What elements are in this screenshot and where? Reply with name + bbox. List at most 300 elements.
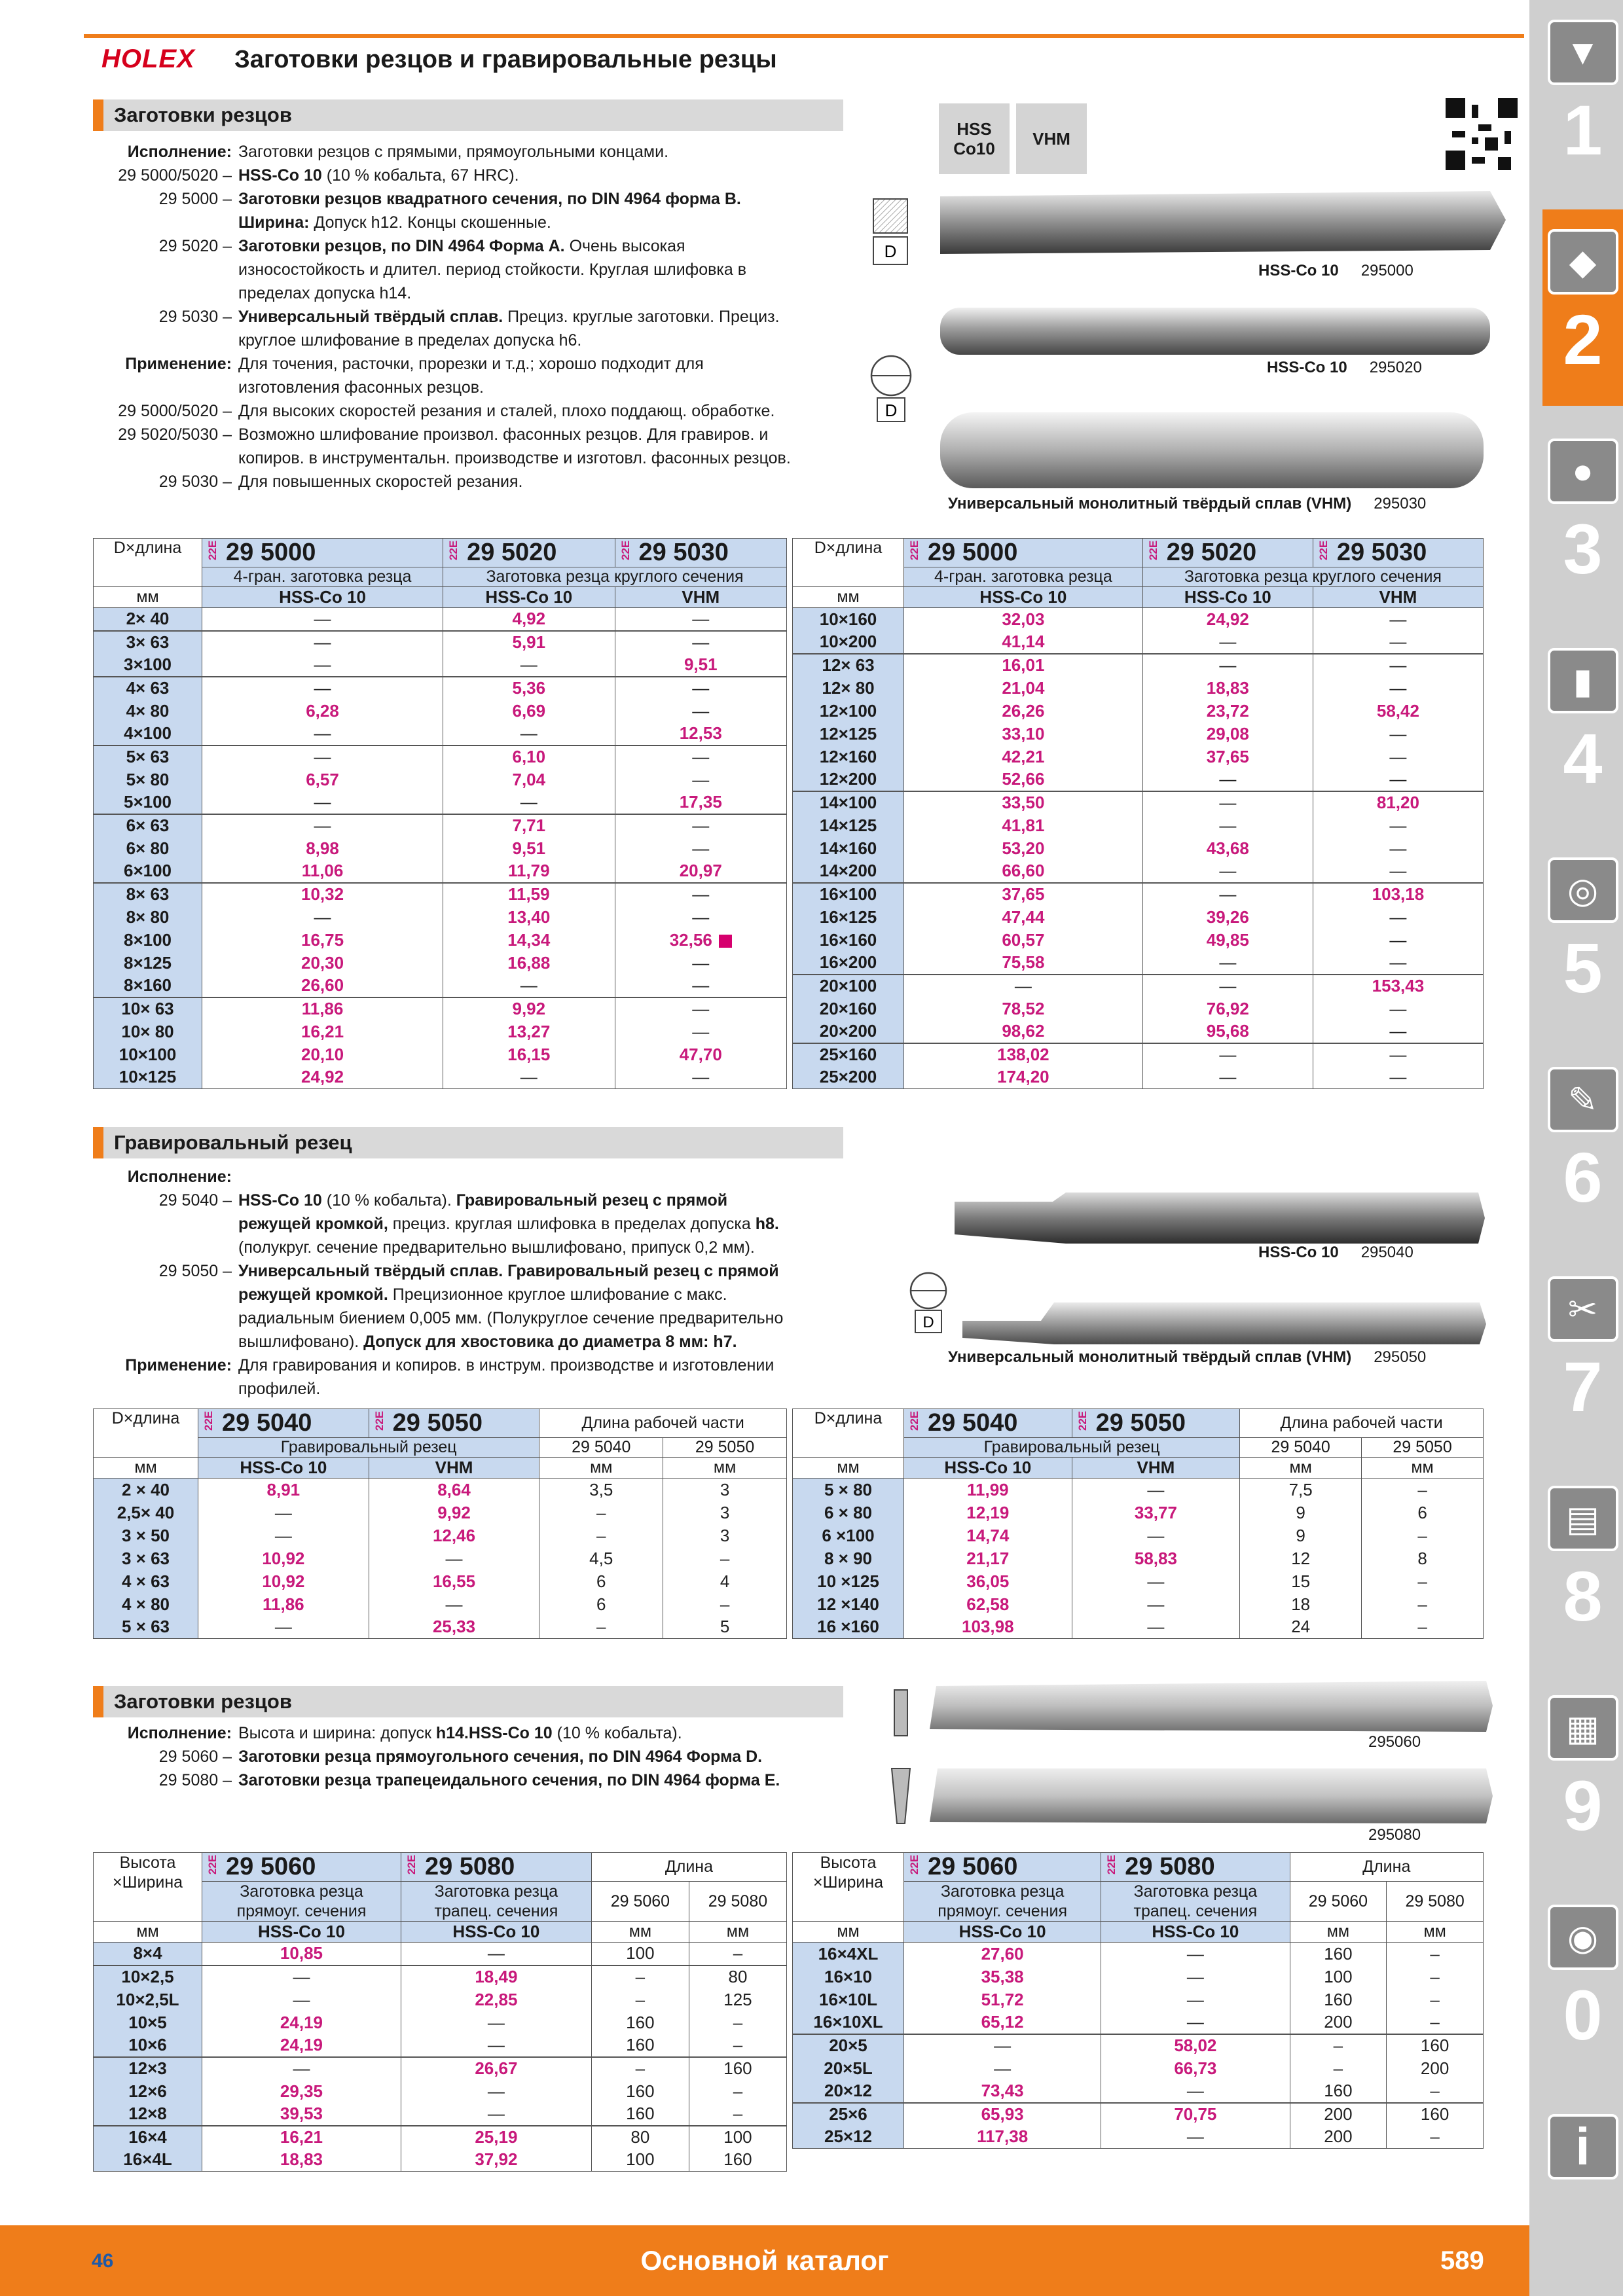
table-cell: 174,20 xyxy=(904,1066,1143,1089)
desc-line: 29 5000/5020 – HSS-Co 10 (10 % кобальта, 67 HRC). xyxy=(118,166,519,185)
table-cell: 5 × 63 xyxy=(94,1616,198,1639)
table-cell: — xyxy=(615,952,786,975)
table-cell: – xyxy=(539,1501,663,1524)
table-cell: — xyxy=(1142,1043,1313,1066)
table-row xyxy=(94,929,787,952)
table-cell: – xyxy=(1387,2126,1484,2149)
table-cell: 66,60 xyxy=(904,860,1143,883)
table-cell: — xyxy=(198,1501,369,1524)
table-cell: 12×200 xyxy=(793,768,904,791)
page-number-right: 589 xyxy=(1440,2246,1484,2275)
table-cell: 103,98 xyxy=(904,1616,1072,1639)
table-cell: 60,57 xyxy=(904,929,1143,952)
table-row xyxy=(793,745,1484,768)
table-cell: 6,10 xyxy=(443,745,615,768)
table-cell: 5 × 80 xyxy=(793,1479,904,1501)
desc-line: Применение: Для точения, расточки, прорезки и т.д.; хорошо подходит для xyxy=(125,355,704,373)
table-cell: — xyxy=(615,837,786,860)
chapter-number: 8 xyxy=(1563,1556,1603,1636)
table-cell: 78,52 xyxy=(904,997,1143,1020)
table-row xyxy=(94,1066,787,1089)
desc-line: 29 5060 – Заготовки резца прямоугольного сечения, по DIN 4964 Форма D. xyxy=(158,1748,763,1766)
table-cell: — xyxy=(202,654,443,677)
table-cell: 43,68 xyxy=(1142,837,1313,860)
catalog-name: Основной каталог xyxy=(640,2245,889,2276)
table-cell: – xyxy=(539,1524,663,1547)
table-cell: — xyxy=(1142,791,1313,814)
table-cell: 16,21 xyxy=(202,1020,443,1043)
table-cell: — xyxy=(1313,631,1483,654)
table-row xyxy=(94,677,787,700)
table-blanks-left: D×длина 22E 29 5000 22E 29 5020 22E 29 5030 4-гран. заготовка резца Заготовка резца круглого сечения мм HSS-Co 10 HSS-Co 10 VHM 2× 40 — 4,92 — 3× 63 — 5,91 — 3×100 — — 9,51 4× 63 — 5,36 — 4× 80 6,28 6,69 — 4×100 — — 12,53 5× 63 — 6,10 — 5× 80 6,57 7,04 — 5×100 — — 17,35 6× 63 — 7,71 — 6× 80 8,98 9,51 — 6×100 11,06 11,79 20,97 8× 63 10,32 11,59 — 8× 80 — 13,40 — 8×100 16,75 14,34 32,56 8×125 20,30 16,88 — 8×160 26,60 — — 10× 63 11,86 9,92 — 10× 80 16,21 13,27 — 10×100 20,10 16,15 47,70 10×125 24,92 — — xyxy=(93,538,787,1089)
table-row xyxy=(793,883,1484,906)
chapter-tab-3[interactable] xyxy=(1542,419,1623,615)
table-cell: — xyxy=(904,975,1143,997)
chapter-icon: ● xyxy=(1548,439,1618,504)
chapter-tab-8[interactable] xyxy=(1542,1466,1623,1662)
table-cell: 10×6 xyxy=(94,2034,202,2057)
brand-logo: HOLEX xyxy=(101,45,195,73)
desc-line: Ширина: Допуск h12. Концы скошенные. xyxy=(238,213,551,232)
table-row xyxy=(793,2011,1484,2034)
table-cell: 2 × 40 xyxy=(94,1479,198,1501)
table-cell: 4×100 xyxy=(94,723,202,745)
table-row xyxy=(793,952,1484,975)
table-rect-blanks-right: Высота ×Ширина 22E 29 5060 22E 29 5080 Длина Заготовка резца прямоуг. сечения Заготовка резца трапец. сечения 29 5060 29 5080 мм HSS-Co 10 HSS-Co 10 мм мм 16×4XL 27,60 — 160 – 16×10 35,38 — 100 – 16×10L 51,72 — 160 – 16×10XL 65,12 — 200 – 20×5 — 58,02 – 160 20×5L — 66,73 – 200 20×12 73,43 — 160 – 25×6 65,93 70,75 200 160 25×12 117,38 — 200 – xyxy=(792,1852,1484,2149)
table-cell: 14×160 xyxy=(793,837,904,860)
table-cell: — xyxy=(1313,952,1483,975)
table-cell: 25,33 xyxy=(369,1616,539,1639)
square-section-icon xyxy=(871,196,910,267)
table-cell: 160 xyxy=(689,2149,786,2172)
chapter-tab-7[interactable] xyxy=(1542,1257,1623,1453)
desc-line: 29 5080 – Заготовки резца трапецеидального сечения, по DIN 4964 форма E. xyxy=(158,1771,780,1789)
table-cell: 37,65 xyxy=(1142,745,1313,768)
table-cell: 3 xyxy=(663,1524,787,1547)
table-cell: – xyxy=(1387,1988,1484,2011)
table-cell: 15 xyxy=(1240,1570,1362,1593)
table-cell: 2,5× 40 xyxy=(94,1501,198,1524)
table-cell: 6 xyxy=(539,1593,663,1616)
table-cell: — xyxy=(1142,975,1313,997)
table-cell: 24,19 xyxy=(202,2011,401,2034)
table-cell: 10×200 xyxy=(793,631,904,654)
table-row xyxy=(94,700,787,723)
table-cell: 20,97 xyxy=(615,860,786,883)
table-cell: – xyxy=(663,1547,787,1570)
table-cell: 32,56 xyxy=(615,929,786,952)
table-cell: 16×10 xyxy=(793,1965,904,1988)
table-cell: – xyxy=(1387,1965,1484,1988)
table-cell: 10×5 xyxy=(94,2011,202,2034)
desc-line: (полукруг. сечение предварительно вышлифовано, припуск 0,2 мм). xyxy=(238,1238,755,1257)
table-row xyxy=(793,1570,1484,1593)
table-row xyxy=(94,1501,787,1524)
table-cell: 16×4XL xyxy=(793,1943,904,1965)
table-cell: 41,81 xyxy=(904,814,1143,837)
table-row xyxy=(94,952,787,975)
vhm-blank-image xyxy=(940,407,1484,493)
table-cell: 12×125 xyxy=(793,723,904,745)
table-cell: 6 xyxy=(539,1570,663,1593)
table-cell: 160 xyxy=(689,2057,786,2080)
qr-code-icon[interactable] xyxy=(1446,98,1518,170)
table-cell: 9,92 xyxy=(443,997,615,1020)
table-row xyxy=(94,1593,787,1616)
table-cell: 36,05 xyxy=(904,1570,1072,1593)
table-cell: 65,93 xyxy=(904,2103,1101,2126)
table-cell: — xyxy=(615,608,786,631)
table-cell: — xyxy=(615,906,786,929)
table-cell: 18,83 xyxy=(202,2149,401,2172)
table-cell: — xyxy=(202,745,443,768)
table-cell: 12,46 xyxy=(369,1524,539,1547)
table-cell: — xyxy=(202,791,443,814)
table-cell: 160 xyxy=(591,2103,689,2126)
table-cell: – xyxy=(1290,2034,1387,2057)
table-row xyxy=(94,631,787,654)
table-cell: 42,21 xyxy=(904,745,1143,768)
table-cell: 35,38 xyxy=(904,1965,1101,1988)
table-cell: 16×4 xyxy=(94,2126,202,2149)
chapter-number: 4 xyxy=(1563,719,1603,798)
table-row xyxy=(94,608,787,631)
table-row xyxy=(94,2011,787,2034)
table-cell: 10,92 xyxy=(198,1570,369,1593)
table-cell: — xyxy=(401,1943,591,1965)
table-cell: — xyxy=(202,631,443,654)
table-cell: — xyxy=(1142,952,1313,975)
table-cell: 14×200 xyxy=(793,860,904,883)
table-cell: 3,5 xyxy=(539,1479,663,1501)
table-cell: — xyxy=(615,1066,786,1089)
table-cell: 37,65 xyxy=(904,883,1143,906)
table-cell: — xyxy=(202,2057,401,2080)
table-cell: — xyxy=(202,1988,401,2011)
desc-line: Исполнение: xyxy=(127,1168,232,1186)
table-cell: 200 xyxy=(1290,2103,1387,2126)
table-row xyxy=(793,906,1484,929)
table-row xyxy=(793,1547,1484,1570)
table-rect-blanks-left: Высота ×Ширина 22E 29 5060 22E 29 5080 Длина Заготовка резца прямоуг. сечения Заготовка резца трапец. сечения 29 5060 29 5080 мм HSS-Co 10 HSS-Co 10 мм мм 8×4 10,85 — 100 – 10×2,5 — 18,49 – 80 10×2,5L — 22,85 – 125 10×5 24,19 — 160 – 10×6 24,19 — 160 – 12×3 — 26,67 – 160 12×6 29,35 — 160 – 12×8 39,53 — 160 – 16×4 16,21 25,19 80 100 16×4L 18,83 37,92 100 160 xyxy=(93,1852,787,2172)
table-cell: 160 xyxy=(591,2080,689,2103)
table-cell: 16×125 xyxy=(793,906,904,929)
caption-295080: 295080 xyxy=(1368,1826,1421,1844)
table-cell: 32,03 xyxy=(904,608,1143,631)
desc-line: 29 5030 – Универсальный твёрдый сплав. Прециз. круглые заготовки. Прециз. xyxy=(158,308,780,326)
table-cell: — xyxy=(1142,860,1313,883)
chapter-icon: ◎ xyxy=(1548,857,1618,923)
table-cell: 8,98 xyxy=(202,837,443,860)
chapter-icon: ✎ xyxy=(1548,1067,1618,1132)
table-cell: 16×200 xyxy=(793,952,904,975)
table-cell: 3 xyxy=(663,1501,787,1524)
chapter-tab-i[interactable] xyxy=(1542,2094,1623,2291)
caption-295060: 295060 xyxy=(1368,1733,1421,1751)
table-cell: — xyxy=(1313,723,1483,745)
subheader-square: 4-гран. заготовка резца xyxy=(202,567,443,587)
table-cell: — xyxy=(198,1616,369,1639)
table-cell: 16,55 xyxy=(369,1570,539,1593)
table-cell: 25×6 xyxy=(793,2103,904,2126)
table-cell: 9 xyxy=(1240,1501,1362,1524)
new-item-marker xyxy=(719,935,732,948)
table-cell: — xyxy=(1313,1066,1483,1089)
table-row xyxy=(94,791,787,814)
table-cell: 4 × 63 xyxy=(94,1570,198,1593)
chapter-tab-2[interactable] xyxy=(1542,209,1623,406)
table-cell: — xyxy=(1313,745,1483,768)
table-cell: — xyxy=(369,1593,539,1616)
table-cell: 53,20 xyxy=(904,837,1143,860)
trapezoid-blank-image xyxy=(930,1766,1493,1826)
table-cell: 12,19 xyxy=(904,1501,1072,1524)
table-cell: – xyxy=(1290,2057,1387,2080)
table-row xyxy=(94,768,787,791)
table-row xyxy=(793,929,1484,952)
table-cell: 20×100 xyxy=(793,975,904,997)
table-cell: — xyxy=(1101,2126,1290,2149)
chapter-icon: ◉ xyxy=(1548,1905,1618,1970)
table-cell: 138,02 xyxy=(904,1043,1143,1066)
chapter-number: 6 xyxy=(1563,1138,1603,1217)
table-cell: — xyxy=(1313,906,1483,929)
table-cell: 29,08 xyxy=(1142,723,1313,745)
table-cell: 52,66 xyxy=(904,768,1143,791)
table-row xyxy=(793,768,1484,791)
code-295030: 29 5030 xyxy=(638,539,729,566)
table-cell: 8 × 90 xyxy=(793,1547,904,1570)
badge-hss: HSS Co10 xyxy=(939,103,1010,174)
table-cell: 33,77 xyxy=(1072,1501,1240,1524)
table-row xyxy=(793,1988,1484,2011)
table-cell: 10× 63 xyxy=(94,997,202,1020)
chapter-tab-4[interactable] xyxy=(1542,628,1623,825)
table-cell: — xyxy=(1142,768,1313,791)
table-row xyxy=(94,2080,787,2103)
table-cell: 7,71 xyxy=(443,814,615,837)
table-row xyxy=(94,1570,787,1593)
table-cell: 160 xyxy=(1290,1943,1387,1965)
table-cell: 160 xyxy=(1387,2103,1484,2126)
table-cell: 51,72 xyxy=(904,1988,1101,2011)
table-cell: 16×100 xyxy=(793,883,904,906)
table-cell: 9,92 xyxy=(369,1501,539,1524)
desc-line: радиальным биением 0,005 мм. (Полукруглое сечение предварительно xyxy=(238,1309,784,1327)
section-description xyxy=(93,1165,852,1401)
desc-line: изготовления фасонных резцов. xyxy=(238,378,484,397)
table-cell: 3 xyxy=(663,1479,787,1501)
caption-295030: Универсальный монолитный твёрдый сплав (VHM) 295030 xyxy=(948,495,1427,512)
table-cell: 98,62 xyxy=(904,1020,1143,1043)
table-cell: 49,85 xyxy=(1142,929,1313,952)
page-title: Заготовки резцов и гравировальные резцы xyxy=(234,46,777,73)
table-cell: – xyxy=(1387,2011,1484,2034)
table-cell: 8× 63 xyxy=(94,883,202,906)
table-row xyxy=(94,1479,787,1501)
table-cell: – xyxy=(1387,2080,1484,2103)
code-295000: 29 5000 xyxy=(226,539,316,566)
chapter-icon: ▦ xyxy=(1548,1695,1618,1761)
table-cell: — xyxy=(202,677,443,700)
table-cell: 58,42 xyxy=(1313,700,1483,723)
table-cell: 160 xyxy=(591,2034,689,2057)
table-cell: – xyxy=(689,2103,786,2126)
table-cell: – xyxy=(1387,1943,1484,1965)
table-cell: 14,34 xyxy=(443,929,615,952)
caption-295050: Универсальный монолитный твёрдый сплав (VHM) 295050 xyxy=(948,1348,1427,1366)
table-cell: — xyxy=(615,997,786,1020)
table-cell: 5×100 xyxy=(94,791,202,814)
chapter-tab-0[interactable] xyxy=(1542,1885,1623,2081)
desc-line: копиров. в инструментальн. производстве и изготовл. фасонных резцов. xyxy=(238,449,791,467)
table-cell: 8×100 xyxy=(94,929,202,952)
table-row xyxy=(793,1043,1484,1066)
table-cell: 65,12 xyxy=(904,2011,1101,2034)
chapter-number: 5 xyxy=(1563,928,1603,1007)
table-cell: — xyxy=(1142,814,1313,837)
round-section-icon xyxy=(868,352,914,424)
table-cell: — xyxy=(443,654,615,677)
table-cell: 6,28 xyxy=(202,700,443,723)
table-cell: 22,85 xyxy=(401,1988,591,2011)
table-cell: 26,67 xyxy=(401,2057,591,2080)
table-row xyxy=(94,814,787,837)
section-header-blanks-2: Заготовки резцов xyxy=(93,1686,843,1717)
table-cell: 9,51 xyxy=(615,654,786,677)
table-cell: 21,17 xyxy=(904,1547,1072,1570)
chapter-number: 3 xyxy=(1563,509,1603,588)
table-cell: 6 xyxy=(1362,1501,1484,1524)
table-cell: 16×10XL xyxy=(793,2011,904,2034)
badge-vhm: VHM xyxy=(1016,103,1087,174)
table-cell: 20×200 xyxy=(793,1020,904,1043)
table-cell: 6×100 xyxy=(94,860,202,883)
halfround-section-icon xyxy=(909,1270,948,1335)
table-cell: – xyxy=(689,2034,786,2057)
table-cell: 20×12 xyxy=(793,2080,904,2103)
table-cell: 11,06 xyxy=(202,860,443,883)
svg-text:D: D xyxy=(884,401,898,420)
table-row xyxy=(94,2149,787,2172)
table-row xyxy=(94,2057,787,2080)
table-cell: 24 xyxy=(1240,1616,1362,1639)
table-cell: 4 × 80 xyxy=(94,1593,198,1616)
table-cell: — xyxy=(1101,2011,1290,2034)
table-cell: 11,86 xyxy=(198,1593,369,1616)
table-cell: 9 xyxy=(1240,1524,1362,1547)
table-cell: 26,60 xyxy=(202,975,443,997)
table-cell: — xyxy=(1313,677,1483,700)
page-number-left: 46 xyxy=(92,2250,114,2272)
table-cell: — xyxy=(615,745,786,768)
chapter-tab-9[interactable] xyxy=(1542,1676,1623,1872)
table-cell: 95,68 xyxy=(1142,1020,1313,1043)
table-row xyxy=(94,837,787,860)
table-cell: 12 xyxy=(1240,1547,1362,1570)
table-cell: – xyxy=(591,2057,689,2080)
section-description xyxy=(93,1721,879,1792)
chapter-tab-5[interactable] xyxy=(1542,838,1623,1034)
table-cell: 10,32 xyxy=(202,883,443,906)
table-cell: – xyxy=(1362,1593,1484,1616)
table-cell: — xyxy=(1313,929,1483,952)
table-cell: 103,18 xyxy=(1313,883,1483,906)
table-cell: — xyxy=(615,975,786,997)
table-cell: — xyxy=(1142,654,1313,677)
table-engraving-left: D×длина 22E 29 5040 22E 29 5050 Длина рабочей части Гравировальный резец 29 5040 29 5050 мм HSS-Co 10 VHM мм мм 2 × 40 8,91 8,64 3,5 3 2,5× 40 — 9,92 – 3 3 × 50 — 12,46 – 3 3 × 63 10,92 — 4,5 – 4 × 63 10,92 16,55 6 4 4 × 80 11,86 — 6 – 5 × 63 — 25,33 – 5 xyxy=(93,1408,787,1639)
chapter-tab-1[interactable] xyxy=(1542,0,1623,196)
engraving-tool-vhm-image xyxy=(962,1301,1486,1347)
table-row xyxy=(793,2057,1484,2080)
table-cell: 25×12 xyxy=(793,2126,904,2149)
chapter-number: 2 xyxy=(1563,300,1603,379)
table-cell: 10×125 xyxy=(94,1066,202,1089)
chapter-sidebar xyxy=(1529,0,1623,2296)
table-cell: — xyxy=(369,1547,539,1570)
table-cell: 5,91 xyxy=(443,631,615,654)
table-cell: 76,92 xyxy=(1142,997,1313,1020)
table-cell: 8,64 xyxy=(369,1479,539,1501)
table-cell: — xyxy=(1101,1965,1290,1988)
table-cell: 8,91 xyxy=(198,1479,369,1501)
chapter-number: 7 xyxy=(1563,1347,1603,1426)
table-cell: – xyxy=(1362,1570,1484,1593)
section-description xyxy=(93,140,852,493)
table-cell: 13,27 xyxy=(443,1020,615,1043)
table-row xyxy=(94,654,787,677)
table-cell: 16×160 xyxy=(793,929,904,952)
table-row xyxy=(793,1479,1484,1501)
table-cell: 24,92 xyxy=(202,1066,443,1089)
engraving-tool-hss-image xyxy=(955,1189,1485,1247)
table-cell: 125 xyxy=(689,1988,786,2011)
table-cell: — xyxy=(198,1524,369,1547)
table-cell: 12×6 xyxy=(94,2080,202,2103)
table-cell: 37,92 xyxy=(401,2149,591,2172)
table-cell: — xyxy=(202,814,443,837)
table-cell: 75,58 xyxy=(904,952,1143,975)
table-row xyxy=(793,700,1484,723)
table-cell: 12×8 xyxy=(94,2103,202,2126)
header-rule xyxy=(84,34,1524,38)
table-cell: 7,5 xyxy=(1240,1479,1362,1501)
table-cell: 13,40 xyxy=(443,906,615,929)
rect-blank-image xyxy=(930,1679,1493,1733)
table-cell: 20×160 xyxy=(793,997,904,1020)
table-row xyxy=(793,631,1484,654)
chapter-tab-6[interactable] xyxy=(1542,1047,1623,1244)
table-cell: 10,92 xyxy=(198,1547,369,1570)
table-cell: — xyxy=(615,631,786,654)
table-cell: – xyxy=(689,2080,786,2103)
table-cell: 18,49 xyxy=(401,1965,591,1988)
table-cell: 200 xyxy=(1387,2057,1484,2080)
table-cell: — xyxy=(1313,814,1483,837)
chapter-icon: ▮ xyxy=(1548,648,1618,713)
table-cell: – xyxy=(591,1988,689,2011)
table-cell: — xyxy=(443,1066,615,1089)
table-row xyxy=(793,1066,1484,1089)
desc-line: пределах допуска h14. xyxy=(238,284,412,302)
table-cell: 58,02 xyxy=(1101,2034,1290,2057)
table-cell: 20,30 xyxy=(202,952,443,975)
desc-line: 29 5020 – Заготовки резцов, по DIN 4964 Форма A. Очень высокая xyxy=(158,237,685,255)
table-cell: 10 ×125 xyxy=(793,1570,904,1593)
code-295020: 29 5020 xyxy=(467,539,557,566)
table-cell: 29,35 xyxy=(202,2080,401,2103)
table-row xyxy=(94,906,787,929)
